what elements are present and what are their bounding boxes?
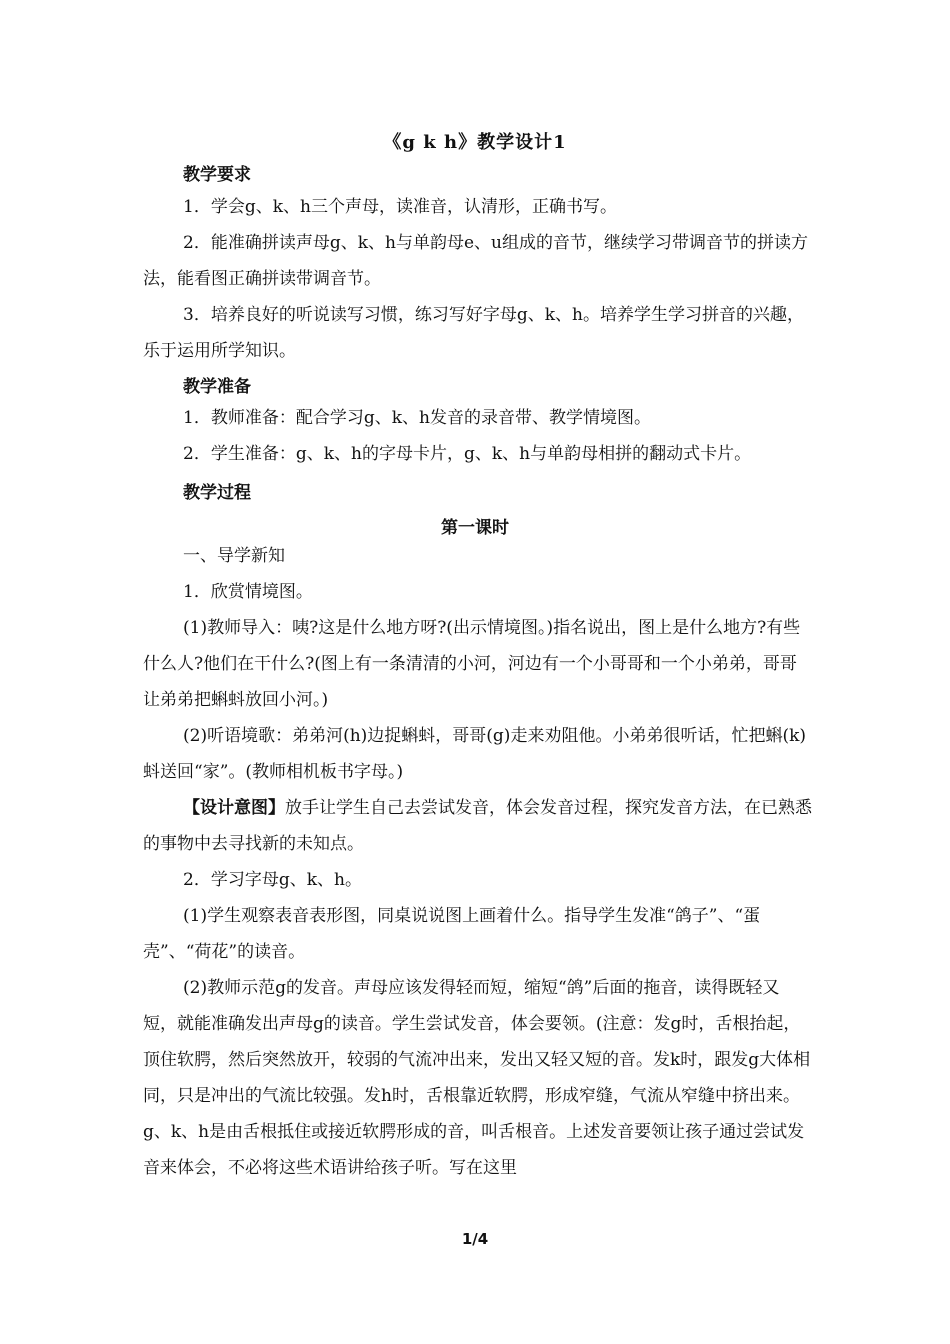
page-footer <box>0 1230 950 1248</box>
section-heading-preparation: 教学准备 <box>183 377 251 397</box>
section-heading-requirements: 教学要求 <box>183 165 251 185</box>
preparation-list <box>143 400 813 472</box>
requirement-item: 1．学会g、k、h三个声母，读准音，认清形，正确书写。 <box>183 197 617 217</box>
document-title: 《g k h》教学设计1 <box>383 132 567 153</box>
preparation-item: 2．学生准备：g、k、h的字母卡片，g、k、h与单韵母相拼的翻动式卡片。 <box>183 444 752 464</box>
page-number: 1 <box>461 1230 473 1248</box>
preparation-item: 1．教师准备：配合学习g、k、h发音的录音带、教学情境图。 <box>183 408 651 428</box>
process-paragraph: 1．欣赏情境图。 <box>183 582 313 602</box>
page-total: 4 <box>477 1230 489 1248</box>
design-intent-label: 【设计意图】 <box>183 798 285 818</box>
design-intent-paragraph <box>143 790 813 862</box>
process-paragraph: (2)听语境歌：弟弟河(h)边捉蝌蚪，哥哥(g)走来劝阻他。小弟弟很听话，忙把蝌(k)蚪送回“家”。(教师相机板书字母。) <box>143 726 807 782</box>
requirement-item: 3．培养良好的听说读写习惯，练习写好字母g、k、h。培养学生学习拼音的兴趣，乐于运用所学知识。 <box>143 305 804 361</box>
lesson-heading: 第一课时 <box>441 518 509 538</box>
process-paragraph: (2)教师示范g的发音。声母应该发得轻而短，缩短“鸽”后面的拖音，读得既轻又短，就能准确发出声母g的读音。学生尝试发音，体会要领。(注意：发g时，舌根抬起，顶住软腭，然后突然放开，较弱的气流冲出来，发出又轻又短的音。发k时，跟发g大体相同，只是冲出的气流比较强。发h时，舌根靠近软腭，形成窄缝，气流从窄缝中挤出来。g、k、h是由舌根抵住或接近软腭形成的音，叫舌根音。上述发音要领让孩子通过尝试发音来体会，不必将这些术语讲给孩子听。写在这里 <box>143 978 811 1178</box>
process-paragraph: (1)学生观察表音表形图，同桌说说图上画着什么。指导学生发准“鸽子”、“蛋壳”、“荷花”的读音。 <box>143 906 761 962</box>
requirement-item: 2．能准确拼读声母g、k、h与单韵母e、u组成的音节，继续学习带调音节的拼读方法，能看图正确拼读带调音节。 <box>143 233 808 289</box>
process-paragraph: 2．学习字母g、k、h。 <box>183 870 362 890</box>
design-intent-text: 放手让学生自己去尝试发音，体会发音过程，探究发音方法，在已熟悉的事物中去寻找新的未知点。 <box>143 798 812 854</box>
section-heading-process: 教学过程 <box>183 483 251 503</box>
page-separator: / <box>472 1230 478 1248</box>
process-content <box>143 538 813 1186</box>
requirements-list <box>143 189 813 369</box>
process-paragraph: (1)教师导入：咦?这是什么地方呀?(出示情境图。)指名说出，图上是什么地方?有些什么人?他们在干什么?(图上有一条清清的小河，河边有一个小哥哥和一个小弟弟，哥哥让弟弟把蝌蚪放回小河。) <box>143 618 801 710</box>
process-paragraph: 一、导学新知 <box>183 546 285 566</box>
